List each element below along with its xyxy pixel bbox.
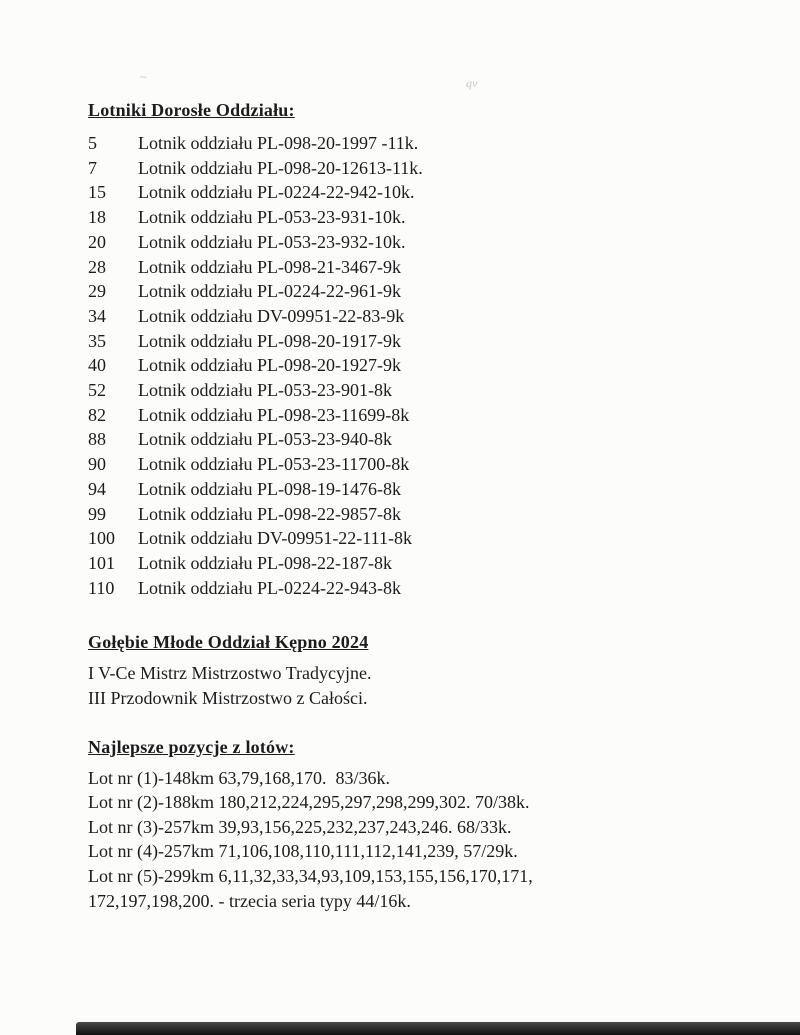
list-item xyxy=(88,329,760,354)
item-number: 110 xyxy=(88,577,115,598)
list-item xyxy=(88,452,760,477)
text-line: 172,197,198,200. - trzecia seria typy 44/16k. xyxy=(88,890,411,911)
list-item xyxy=(88,378,760,403)
list-item xyxy=(88,205,760,230)
section-adult-flyers xyxy=(88,98,760,600)
section-young-pigeons xyxy=(88,630,760,710)
item-text: Lotnik oddziału PL-098-22-187-8k xyxy=(138,552,392,573)
item-text: Lotnik oddziału PL-0224-22-943-8k xyxy=(138,577,401,598)
item-text: Lotnik oddziału PL-098-22-9857-8k xyxy=(138,503,401,524)
item-number: 100 xyxy=(88,528,115,549)
item-number: 18 xyxy=(88,207,106,228)
section-heading: Gołębie Młode Oddział Kępno 2024 xyxy=(88,632,369,653)
list-item xyxy=(88,477,760,502)
item-number: 20 xyxy=(88,231,106,252)
list-item xyxy=(88,502,760,527)
list-item xyxy=(88,427,760,452)
item-number: 35 xyxy=(88,330,106,351)
list-item xyxy=(88,279,760,304)
scan-edge-bar xyxy=(76,1022,800,1035)
list-item xyxy=(88,576,760,601)
item-text: Lotnik oddziału DV-09951-22-111-8k xyxy=(138,528,412,549)
list-item xyxy=(88,526,760,551)
text-line: Lot nr (2)-188km 180,212,224,295,297,298,299,302. 70/38k. xyxy=(88,792,530,813)
section-heading: Najlepsze pozycje z lotów: xyxy=(88,736,295,757)
section-best-positions xyxy=(88,735,760,914)
item-text: Lotnik oddziału PL-098-21-3467-9k xyxy=(138,256,401,277)
item-number: 28 xyxy=(88,256,106,277)
item-number: 52 xyxy=(88,380,106,401)
young-pigeons-lines xyxy=(88,661,760,710)
text-line: Lot nr (4)-257km 71,106,108,110,111,112,141,239, 57/29k. xyxy=(88,841,518,862)
item-number: 99 xyxy=(88,503,106,524)
item-text: Lotnik oddziału DV-09951-22-83-9k xyxy=(138,305,405,326)
item-number: 15 xyxy=(88,182,106,203)
item-text: Lotnik oddziału PL-098-20-12613-11k. xyxy=(138,157,423,178)
item-text: Lotnik oddziału PL-0224-22-961-9k xyxy=(138,281,401,302)
item-text: Lotnik oddziału PL-053-23-940-8k xyxy=(138,429,392,450)
adult-flyers-list xyxy=(88,131,760,600)
item-number: 29 xyxy=(88,281,106,302)
text-line: Lot nr (1)-148km 63,79,168,170. 83/36k. xyxy=(88,767,390,788)
list-item xyxy=(88,131,760,156)
item-text: Lotnik oddziału PL-053-23-11700-8k xyxy=(138,454,410,475)
scan-artifact: qv xyxy=(466,76,478,90)
text-line: III Przodownik Mistrzostwo z Całości. xyxy=(88,687,368,708)
item-text: Lotnik oddziału PL-098-20-1927-9k xyxy=(138,355,401,376)
scan-artifact: ~ xyxy=(140,70,151,84)
item-number: 7 xyxy=(88,157,97,178)
text-line: Lot nr (3)-257km 39,93,156,225,232,237,243,246. 68/33k. xyxy=(88,816,512,837)
item-text: Lotnik oddziału PL-053-23-901-8k xyxy=(138,380,392,401)
item-number: 90 xyxy=(88,454,106,475)
item-number: 34 xyxy=(88,305,106,326)
item-number: 88 xyxy=(88,429,106,450)
item-text: Lotnik oddziału PL-053-23-932-10k. xyxy=(138,231,406,252)
best-positions-lines xyxy=(88,766,760,914)
item-number: 40 xyxy=(88,355,106,376)
item-number: 94 xyxy=(88,478,106,499)
list-item xyxy=(88,304,760,329)
item-text: Lotnik oddziału PL-098-19-1476-8k xyxy=(138,478,401,499)
list-item xyxy=(88,255,760,280)
item-text: Lotnik oddziału PL-098-20-1917-9k xyxy=(138,330,401,351)
list-item xyxy=(88,551,760,576)
item-number: 101 xyxy=(88,552,115,573)
item-text: Lotnik oddziału PL-0224-22-942-10k. xyxy=(138,182,415,203)
item-text: Lotnik oddziału PL-053-23-931-10k. xyxy=(138,207,406,228)
list-item xyxy=(88,403,760,428)
list-item xyxy=(88,156,760,181)
text-line: I V-Ce Mistrz Mistrzostwo Tradycyjne. xyxy=(88,663,372,684)
item-number: 82 xyxy=(88,404,106,425)
list-item xyxy=(88,353,760,378)
section-heading: Lotniki Dorosłe Oddziału: xyxy=(88,100,295,120)
list-item xyxy=(88,230,760,255)
item-text: Lotnik oddziału PL-098-23-11699-8k xyxy=(138,404,410,425)
list-item xyxy=(88,180,760,205)
item-text: Lotnik oddziału PL-098-20-1997 -11k. xyxy=(138,133,419,153)
text-line: Lot nr (5)-299km 6,11,32,33,34,93,109,153,155,156,170,171, xyxy=(88,865,533,886)
item-number: 5 xyxy=(88,133,97,153)
